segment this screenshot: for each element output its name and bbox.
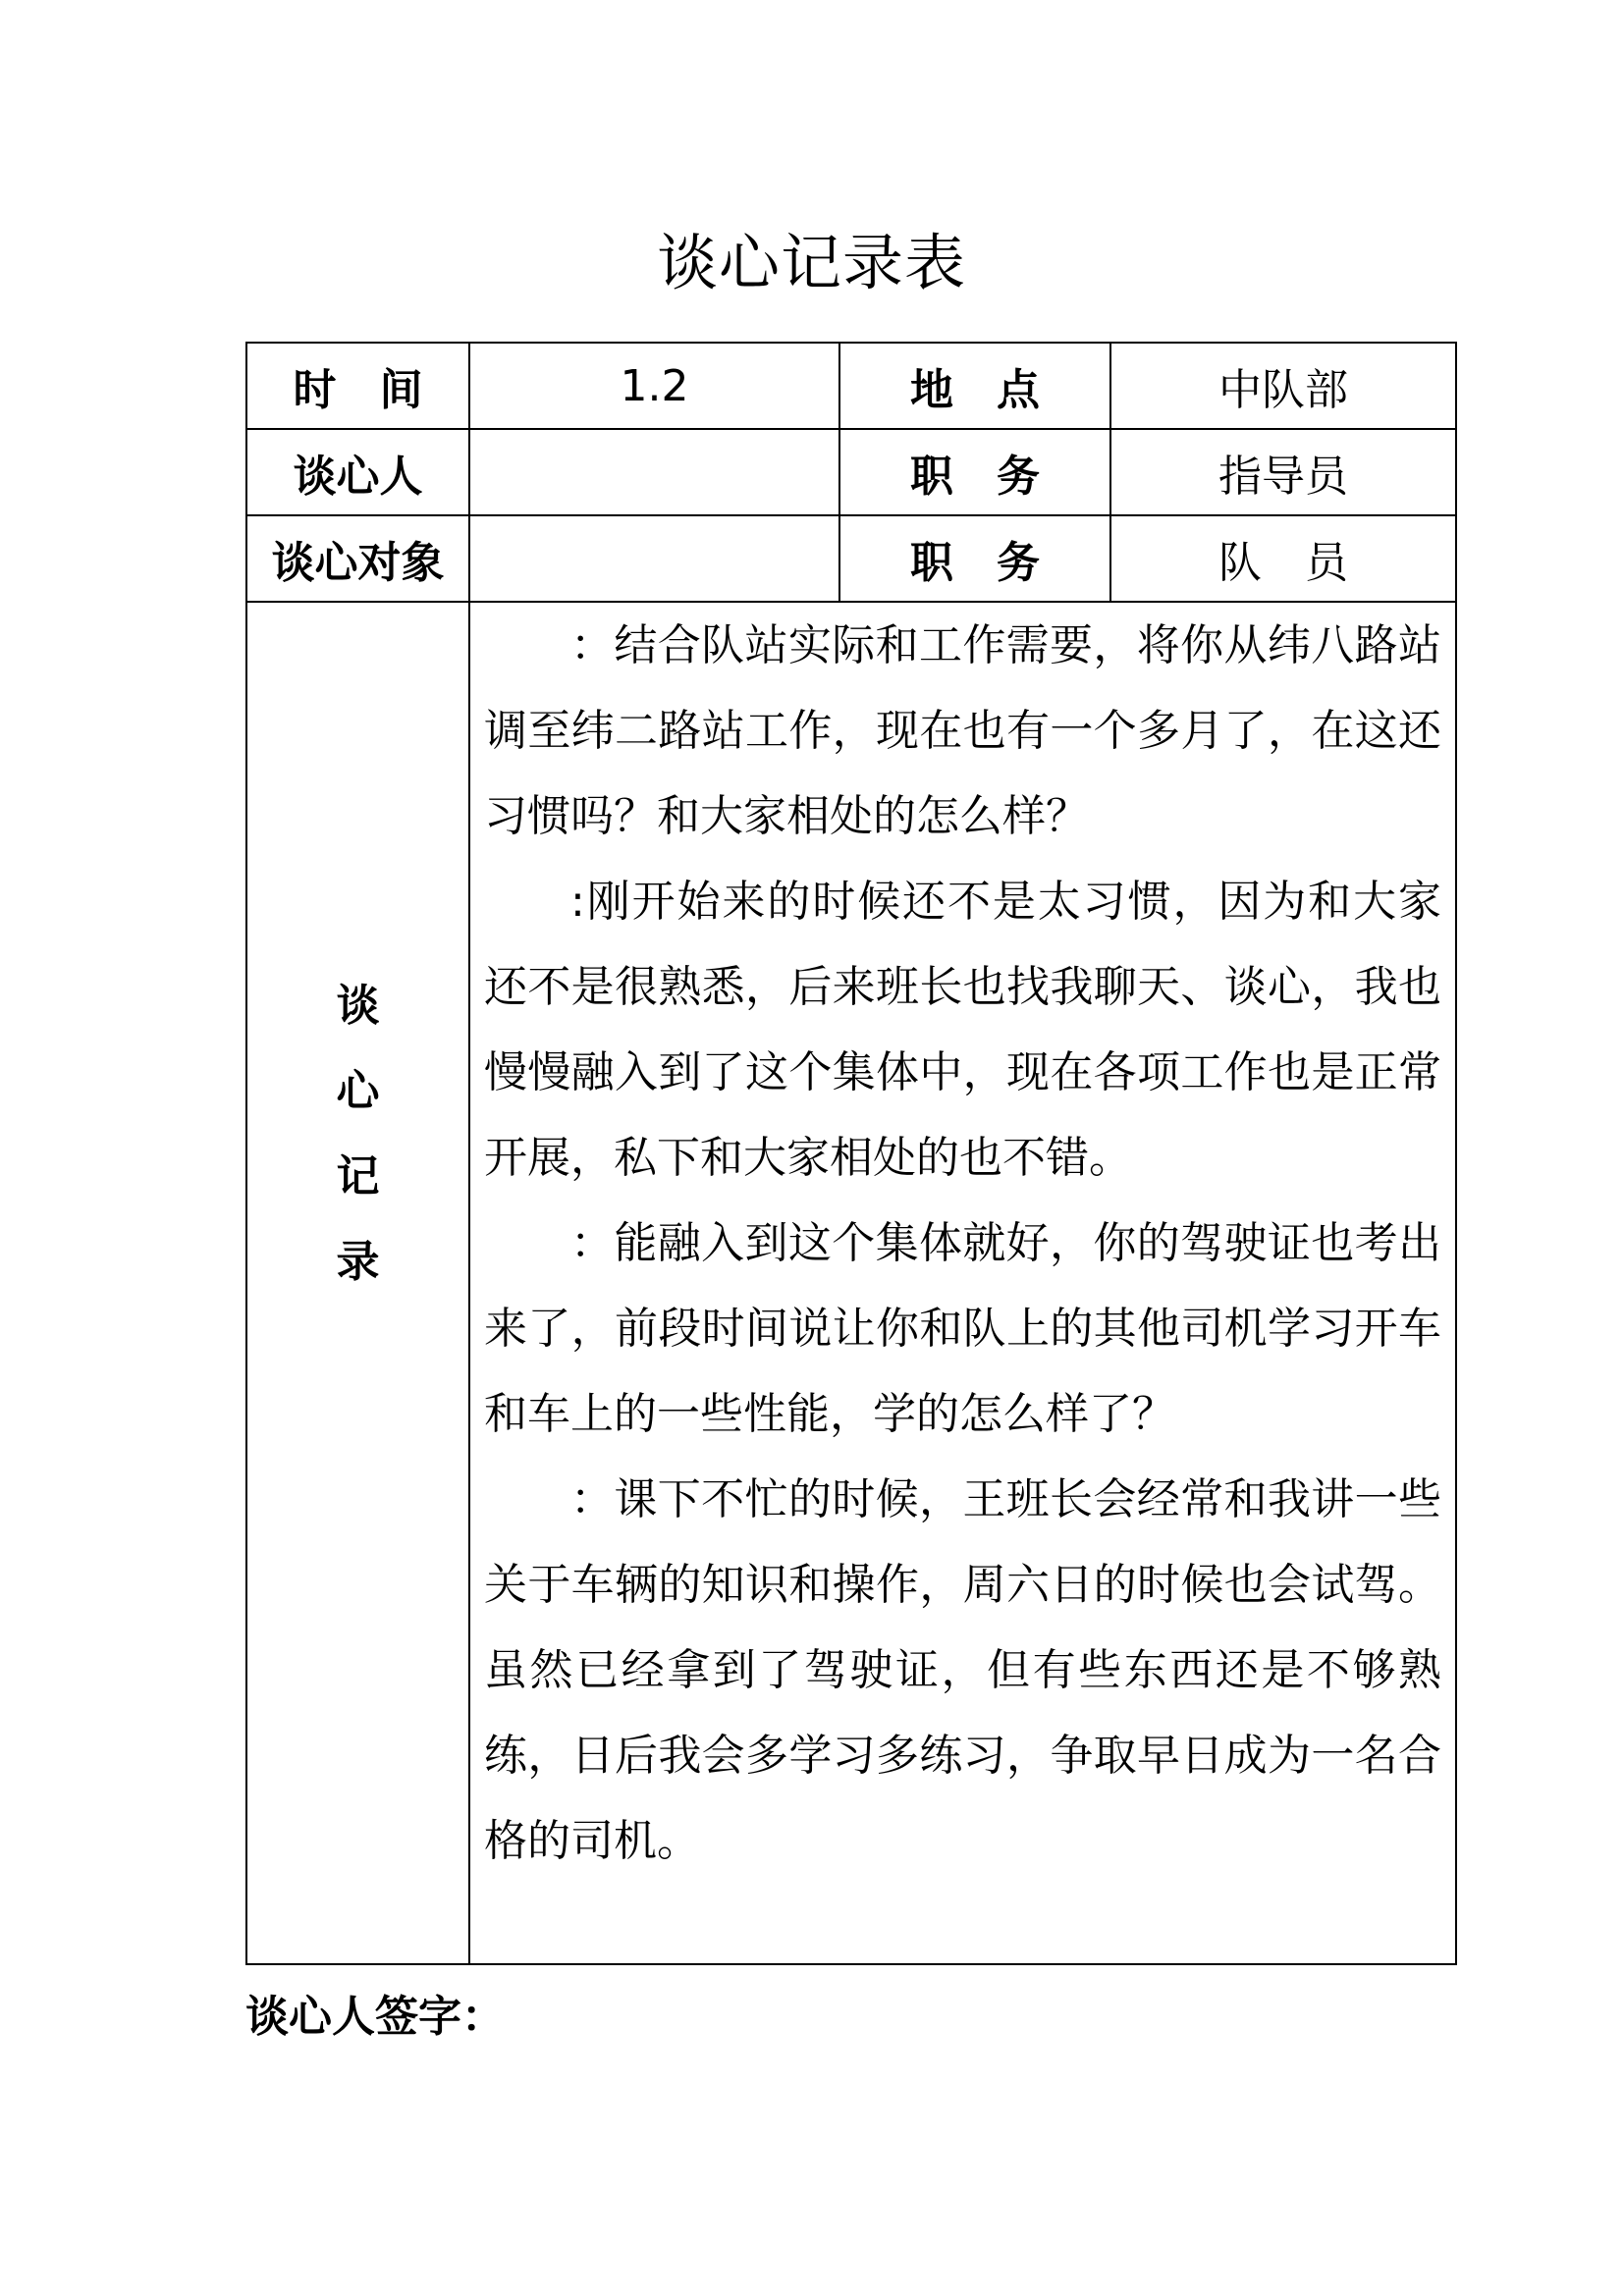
target-position-label: 职 务 xyxy=(910,538,1040,588)
record-content-cell xyxy=(469,602,1456,1964)
talker-value-cell xyxy=(469,429,839,515)
talker-position-label: 职 务 xyxy=(910,452,1040,502)
record-paragraph: ：能融入到这个集体就好，你的驾驶证也考出来了，前段时间说让你和队上的其他司机学习开车和车上的一些性能，学的怎么样了？ xyxy=(484,1218,1441,1439)
record-paragraph: :刚开始来的时候还不是太习惯，因为和大家还不是很熟悉，后来班长也找我聊天、谈心，我也慢慢融入到了这个集体中，现在各项工作也是正常开展，私下和大家相处的也不错。 xyxy=(484,877,1441,1183)
talker-position-value-cell xyxy=(1110,429,1456,515)
target-value-cell xyxy=(469,515,839,602)
target-position-label-cell xyxy=(839,515,1110,602)
talker-position-value: 指导员 xyxy=(1218,452,1348,502)
record-label-char: 录 xyxy=(336,1237,380,1287)
table-row-talker xyxy=(246,429,1456,515)
record-label-cell xyxy=(246,602,469,1964)
target-label: 谈心对象 xyxy=(271,538,445,588)
record-paragraph: ：课下不忙的时候，王班长会经常和我讲一些关于车辆的知识和操作，周六日的时候也会试驾。虽然已经拿到了驾驶证，但有些东西还是不够熟练，日后我会多学习多练习，争取早日成为一名合格的司机。 xyxy=(484,1474,1441,1866)
time-value-cell xyxy=(469,343,839,429)
time-label: 时 间 xyxy=(293,365,423,415)
place-label: 地 点 xyxy=(910,365,1040,415)
talker-position-label-cell xyxy=(839,429,1110,515)
record-label-char: 心 xyxy=(336,1066,380,1116)
table-row-time xyxy=(246,343,1456,429)
place-value: 中队部 xyxy=(1218,365,1348,415)
record-label xyxy=(247,963,468,1305)
record-label-char: 记 xyxy=(336,1151,380,1201)
page-title: 谈心记录表 xyxy=(656,227,966,298)
talker-label: 谈心人 xyxy=(293,452,423,502)
target-label-cell xyxy=(246,515,469,602)
record-label-char: 谈 xyxy=(336,981,380,1031)
place-label-cell xyxy=(839,343,1110,429)
target-position-value: 队 员 xyxy=(1218,538,1348,588)
record-paragraph: ：结合队站实际和工作需要，将你从纬八路站调至纬二路站工作，现在也有一个多月了，在这还习惯吗？和大家相处的怎么样？ xyxy=(484,620,1441,841)
time-value: 1.2 xyxy=(620,361,689,411)
talker-label-cell xyxy=(246,429,469,515)
record-table xyxy=(245,342,1457,1965)
table-row-record xyxy=(246,602,1456,1964)
target-position-value-cell xyxy=(1110,515,1456,602)
table-row-target xyxy=(246,515,1456,602)
time-label-cell xyxy=(246,343,469,429)
place-value-cell xyxy=(1110,343,1456,429)
signature-label: 谈心人签字： xyxy=(245,1992,505,2042)
